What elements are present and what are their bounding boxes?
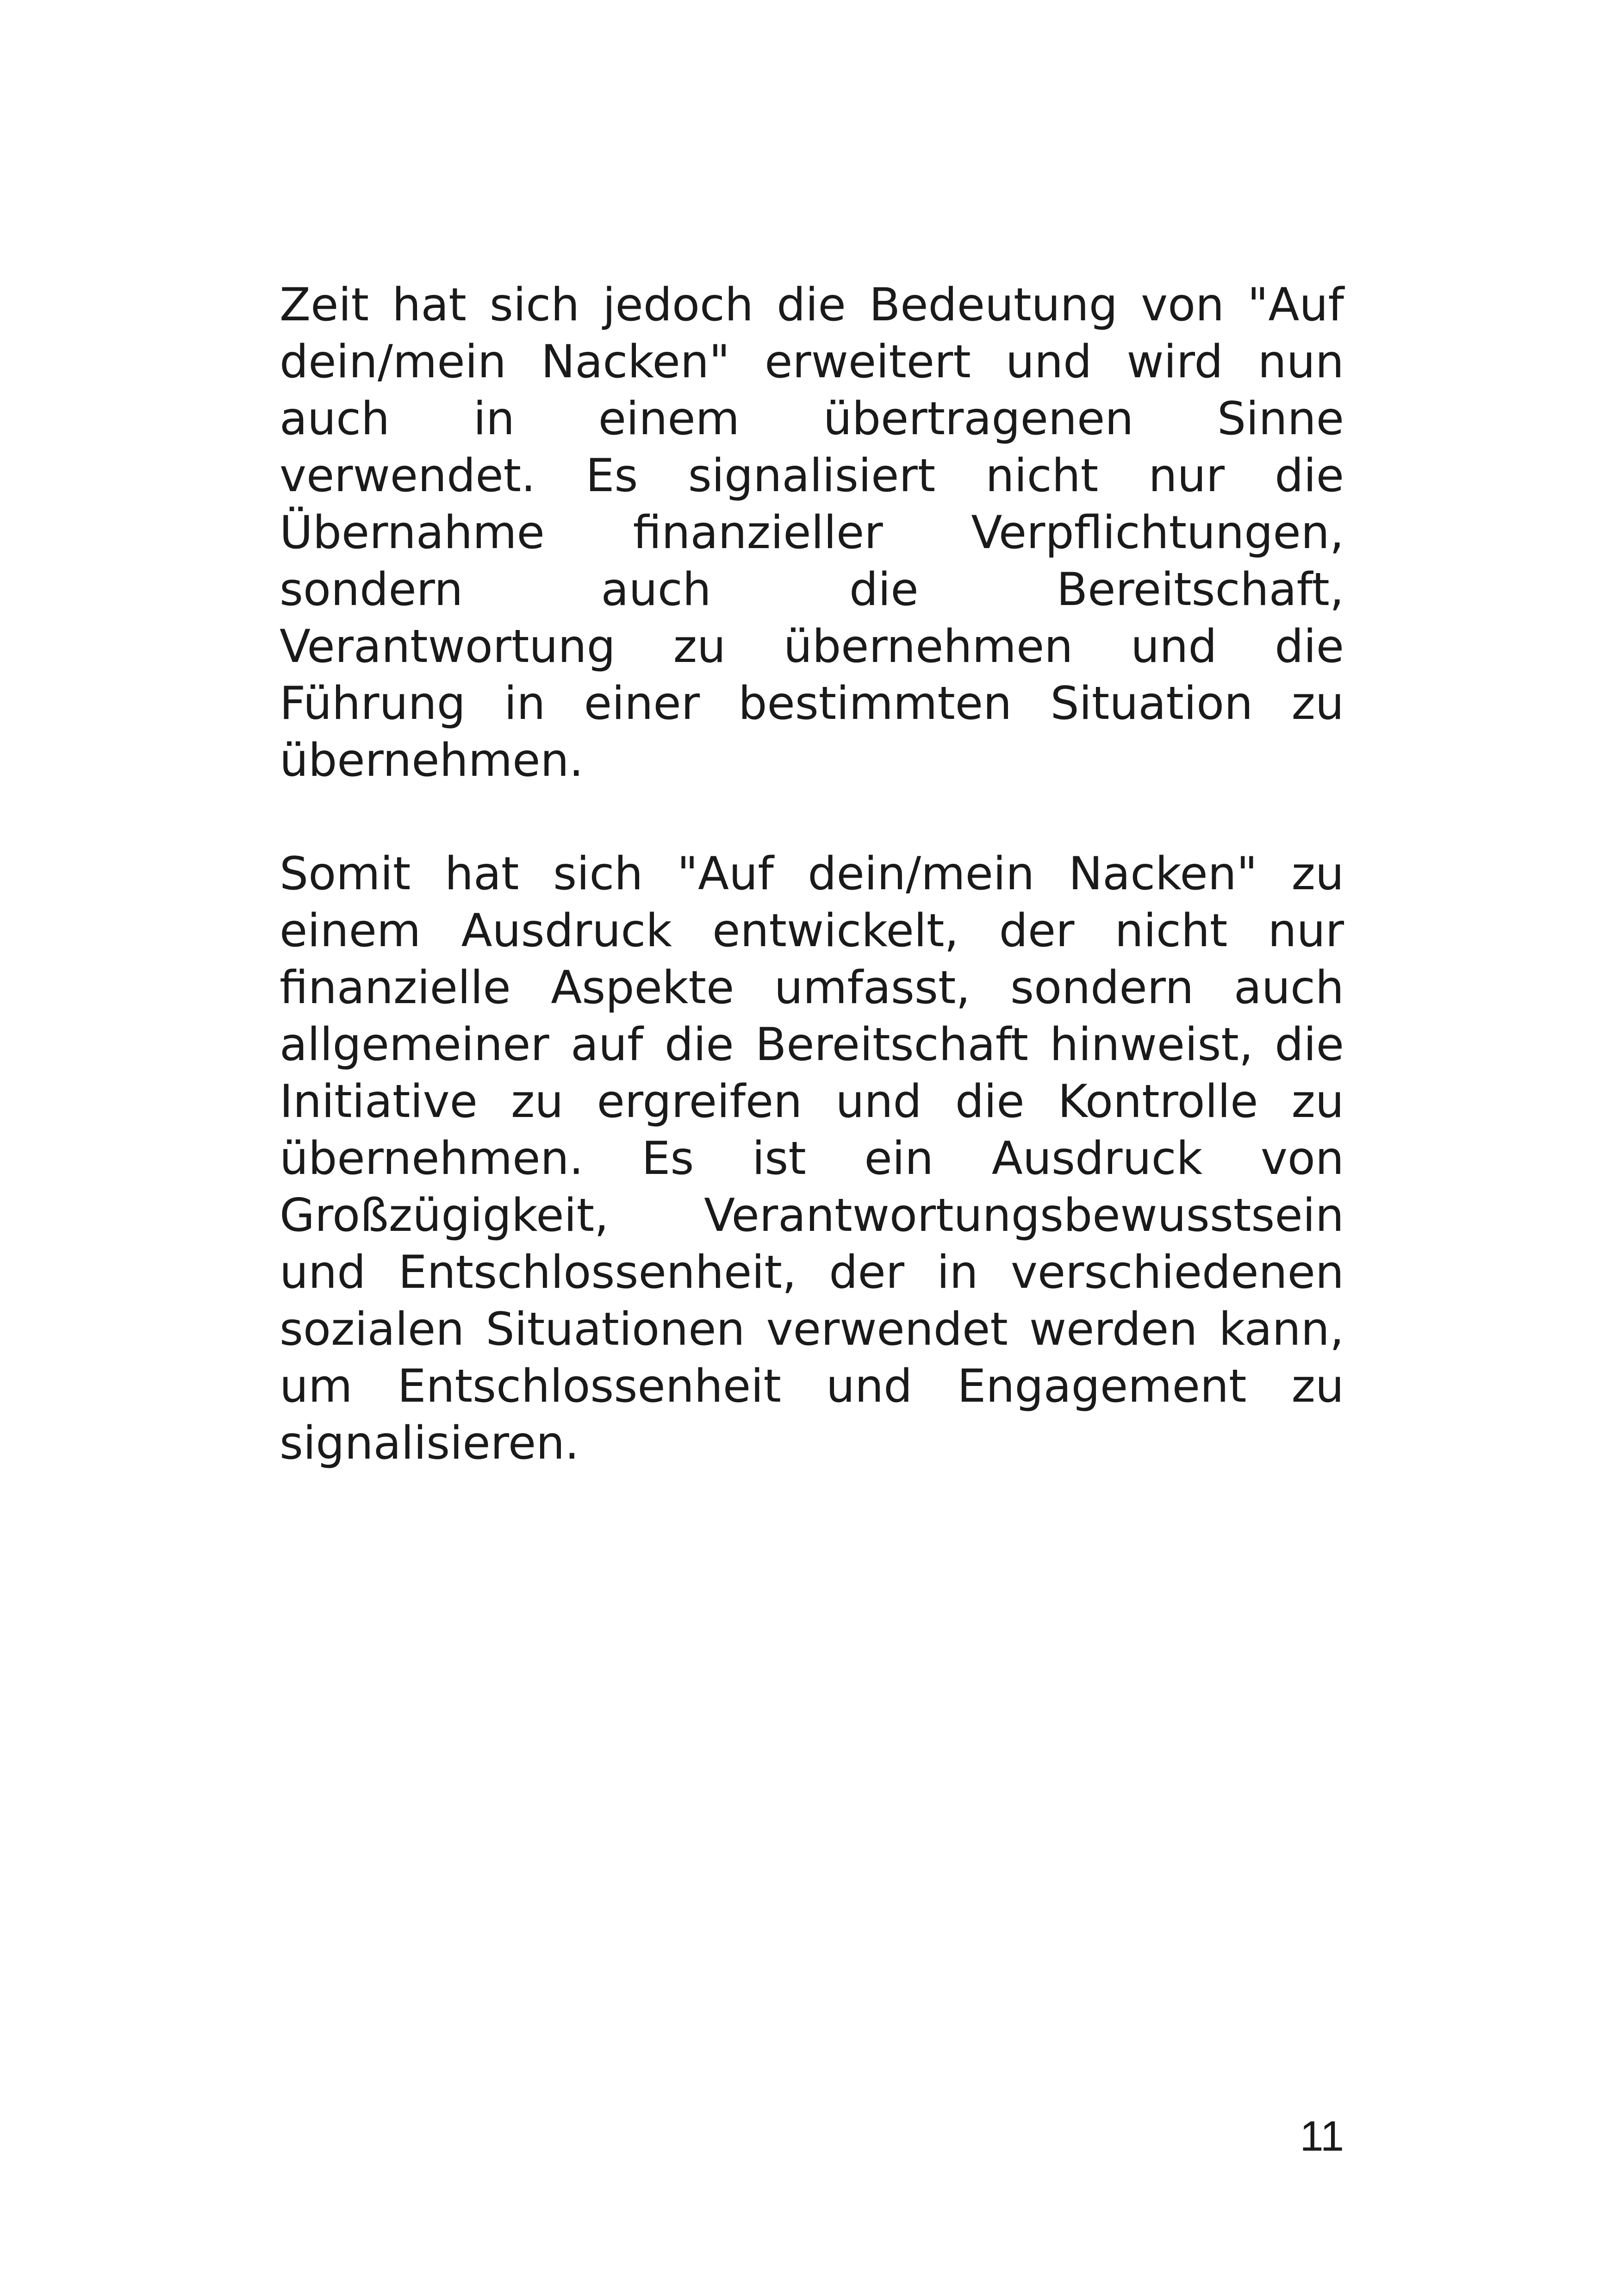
page-number: 11 [1300, 2113, 1344, 2160]
text-line: Verantwortung zu übernehmen und die [280, 620, 1344, 673]
text-line: Zeit hat sich jedoch die Bedeutung von "Auf [280, 279, 1344, 331]
text-line: und Entschlossenheit, der in verschiedenen [280, 1246, 1344, 1299]
text-line: finanzielle Aspekte umfasst, sondern auch [280, 961, 1344, 1014]
text-line: allgemeiner auf die Bereitschaft hinweist, die [280, 1018, 1344, 1071]
text-line: sondern auch die Bereitschaft, [280, 563, 1344, 616]
text-line: Führung in einer bestimmten Situation zu [280, 677, 1344, 730]
paragraph-2 [280, 846, 1344, 1472]
text-line: sozialen Situationen verwendet werden kann, [280, 1303, 1344, 1356]
text-line: um Entschlossenheit und Engagement zu [280, 1360, 1344, 1413]
text-line: Großzügigkeit, Verantwortungsbewusstsein [280, 1189, 1344, 1242]
text-line: übernehmen. Es ist ein Ausdruck von [280, 1132, 1344, 1185]
text-line: verwendet. Es signalisiert nicht nur die [280, 449, 1344, 502]
text-line: einem Ausdruck entwickelt, der nicht nur [280, 905, 1344, 957]
text-line: übernehmen. [280, 734, 584, 787]
body-text [280, 277, 1344, 1472]
paragraph-1 [280, 277, 1344, 789]
text-line: auch in einem übertragenen Sinne [280, 393, 1344, 445]
text-line: Somit hat sich "Auf dein/mein Nacken" zu [280, 848, 1344, 900]
text-line: Initiative zu ergreifen und die Kontrolle zu [280, 1075, 1344, 1128]
text-line: dein/mein Nacken" erweitert und wird nun [280, 336, 1344, 388]
paragraph-spacer [280, 789, 1344, 846]
text-line: Übernahme finanzieller Verpflichtungen, [280, 506, 1344, 559]
text-line: signalisieren. [280, 1417, 579, 1470]
